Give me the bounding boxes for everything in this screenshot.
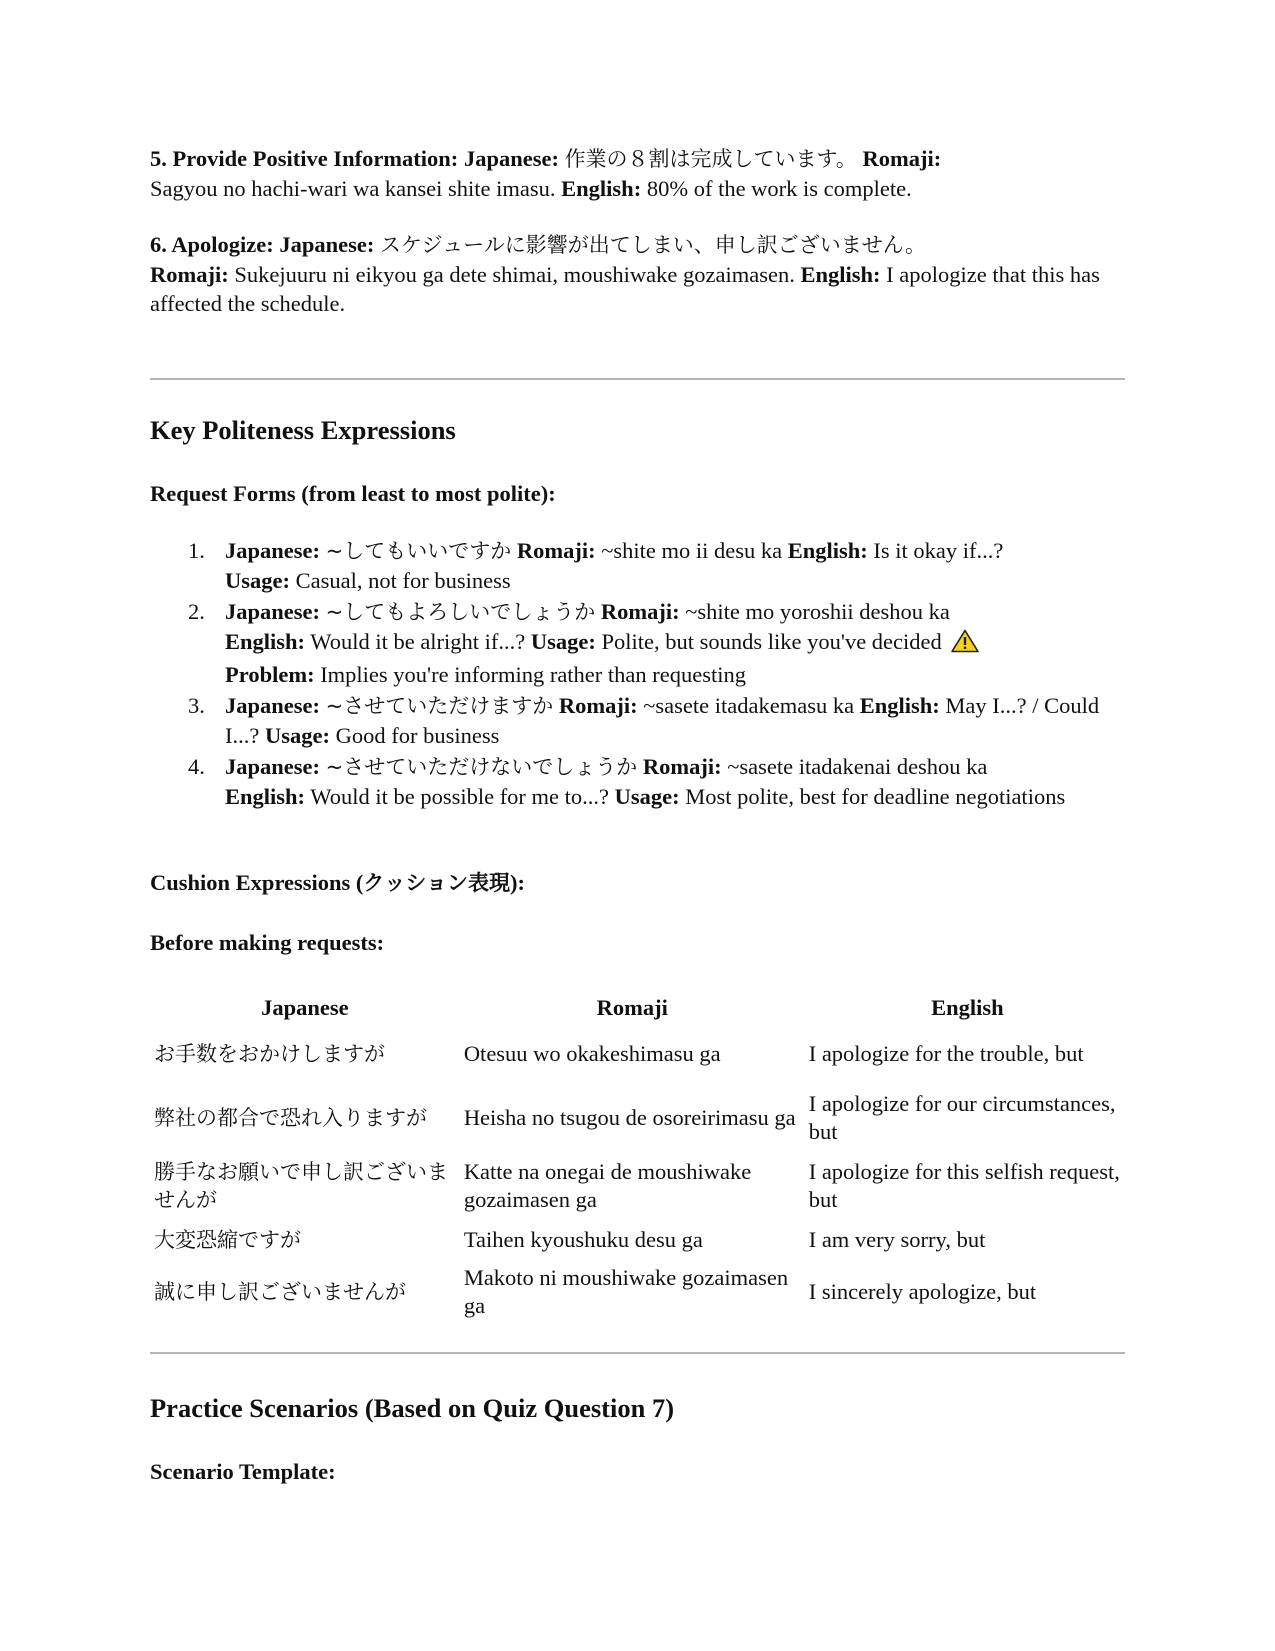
- table-row: [150, 1024, 1130, 1084]
- request-forms-heading: Request Forms (from least to most polite):: [150, 481, 556, 506]
- list-item: [150, 752, 1125, 811]
- problem-label: Problem:: [225, 662, 315, 687]
- cushion-heading-pre: Cushion Expressions (: [150, 870, 364, 895]
- section-divider: [150, 1352, 1125, 1354]
- usage-label: Usage:: [614, 784, 680, 809]
- list-item-number: 4.: [188, 754, 205, 779]
- request-usage: Casual, not for business: [295, 568, 511, 593]
- request-usage: Most polite, best for deadline negotiations: [685, 784, 1066, 809]
- cell-romaji: Taihen kyoushuku desu ga: [463, 1227, 703, 1252]
- request-japanese: ~させていただけないでしょうか: [325, 755, 638, 779]
- list-item-number: 1.: [188, 538, 205, 563]
- warning-icon: [951, 629, 979, 660]
- request-romaji: ~sasete itadakemasu ka: [643, 693, 855, 718]
- romaji-label: Romaji:: [558, 693, 638, 718]
- step-5-title: 5. Provide Positive Information:: [150, 146, 459, 171]
- en-label: English:: [859, 693, 940, 718]
- step-6-title: 6. Apologize:: [150, 232, 274, 257]
- cell-japanese: お手数をおかけしますが: [154, 1042, 385, 1066]
- step-6-japanese: スケジュールに影響が出てしまい、申し訳ございません。: [380, 233, 926, 257]
- request-usage: Polite, but sounds like you've decided: [601, 629, 942, 654]
- table-row: [150, 1152, 1130, 1220]
- list-item: [150, 691, 1125, 750]
- request-english: Would it be possible for me to...?: [310, 784, 610, 809]
- cell-romaji: Katte na onegai de moushiwake gozaimasen ga: [463, 1159, 752, 1212]
- step-5-paragraph: [150, 144, 1125, 203]
- cell-english: I apologize for this selfish request, but: [808, 1159, 1120, 1212]
- step-5-romaji-label: Romaji:: [862, 146, 942, 171]
- scenario-template-heading: Scenario Template:: [150, 1459, 336, 1484]
- cell-japanese: 誠に申し訳ございませんが: [154, 1280, 406, 1304]
- step-6-romaji: Sukejuuru ni eikyou ga dete shimai, moushiwake gozaimasen.: [234, 262, 795, 287]
- usage-label: Usage:: [264, 723, 330, 748]
- cell-japanese: 弊社の都合で恐れ入りますが: [154, 1106, 427, 1130]
- cushion-expressions-table: [150, 990, 1130, 1324]
- step-6-romaji-label: Romaji:: [150, 262, 229, 287]
- list-item-number: 2.: [188, 599, 205, 624]
- usage-label: Usage:: [530, 629, 596, 654]
- practice-scenarios-heading: Practice Scenarios (Based on Quiz Question 7): [150, 1393, 675, 1423]
- cell-romaji: Heisha no tsugou de osoreirimasu ga: [463, 1105, 796, 1130]
- list-item-number: 3.: [188, 693, 205, 718]
- cell-romaji: Otesuu wo okakeshimasu ga: [463, 1041, 721, 1066]
- step-5-romaji: Sagyou no hachi-wari wa kansei shite imasu.: [150, 176, 556, 201]
- request-japanese: ~してもよろしいでしょうか: [325, 600, 596, 624]
- cushion-expressions-heading: [150, 868, 525, 898]
- romaji-label: Romaji:: [600, 599, 680, 624]
- jp-label: Japanese:: [225, 599, 320, 624]
- romaji-label: Romaji:: [642, 754, 722, 779]
- request-japanese: ~してもいいですか: [325, 539, 512, 563]
- step-5-japanese: 作業の８割は完成しています。: [564, 147, 857, 171]
- step-6-english: I apologize that this has affected the schedule.: [150, 262, 1100, 316]
- request-romaji: ~sasete itadakenai deshou ka: [727, 754, 988, 779]
- request-problem: Implies you're informing rather than requesting: [320, 662, 746, 687]
- column-header-english: English: [931, 994, 1004, 1020]
- request-romaji: ~shite mo yoroshii deshou ka: [685, 599, 950, 624]
- request-english: Is it okay if...?: [873, 538, 1004, 563]
- step-5-english: 80% of the work is complete.: [646, 176, 912, 201]
- step-5-en-label: English:: [561, 176, 642, 201]
- request-usage: Good for business: [335, 723, 500, 748]
- request-english: May I...? / Could I...?: [225, 693, 1100, 748]
- cushion-heading-jp: クッション表現: [363, 871, 511, 895]
- before-requests-heading: Before making requests:: [150, 930, 385, 955]
- cell-japanese: 勝手なお願いで申し訳ございませんが: [154, 1160, 448, 1212]
- en-label: English:: [225, 629, 306, 654]
- table-row: [150, 1084, 1130, 1152]
- en-label: English:: [225, 784, 306, 809]
- table-header-row: [150, 990, 1130, 1024]
- cushion-heading-post: ):: [510, 870, 526, 895]
- usage-label: Usage:: [225, 568, 290, 593]
- key-politeness-heading: Key Politeness Expressions: [150, 415, 456, 445]
- cell-japanese: 大変恐縮ですが: [154, 1228, 301, 1252]
- list-item: [150, 597, 1125, 689]
- step-5-jp-label: Japanese:: [463, 146, 559, 171]
- romaji-label: Romaji:: [516, 538, 596, 563]
- request-japanese: ~させていただけますか: [325, 694, 554, 718]
- column-header-japanese: Japanese: [261, 994, 349, 1020]
- table-row: [150, 1220, 1130, 1260]
- step-6-paragraph: [150, 230, 1125, 318]
- step-6-en-label: English:: [800, 262, 881, 287]
- request-forms-list: [150, 536, 1125, 813]
- cell-romaji: Makoto ni moushiwake gozaimasen ga: [463, 1265, 789, 1318]
- cell-english: I am very sorry, but: [808, 1227, 986, 1252]
- section-divider: [150, 378, 1125, 380]
- jp-label: Japanese:: [225, 538, 320, 563]
- request-english: Would it be alright if...?: [310, 629, 526, 654]
- cell-english: I apologize for the trouble, but: [808, 1041, 1084, 1066]
- cell-english: I apologize for our circumstances, but: [808, 1091, 1116, 1144]
- jp-label: Japanese:: [225, 693, 320, 718]
- request-romaji: ~shite mo ii desu ka: [601, 538, 783, 563]
- en-label: English:: [787, 538, 868, 563]
- table-row: [150, 1260, 1130, 1324]
- step-6-jp-label: Japanese:: [279, 232, 375, 257]
- list-item: [150, 536, 1125, 595]
- column-header-romaji: Romaji: [596, 994, 668, 1020]
- jp-label: Japanese:: [225, 754, 320, 779]
- cell-english: I sincerely apologize, but: [808, 1279, 1037, 1304]
